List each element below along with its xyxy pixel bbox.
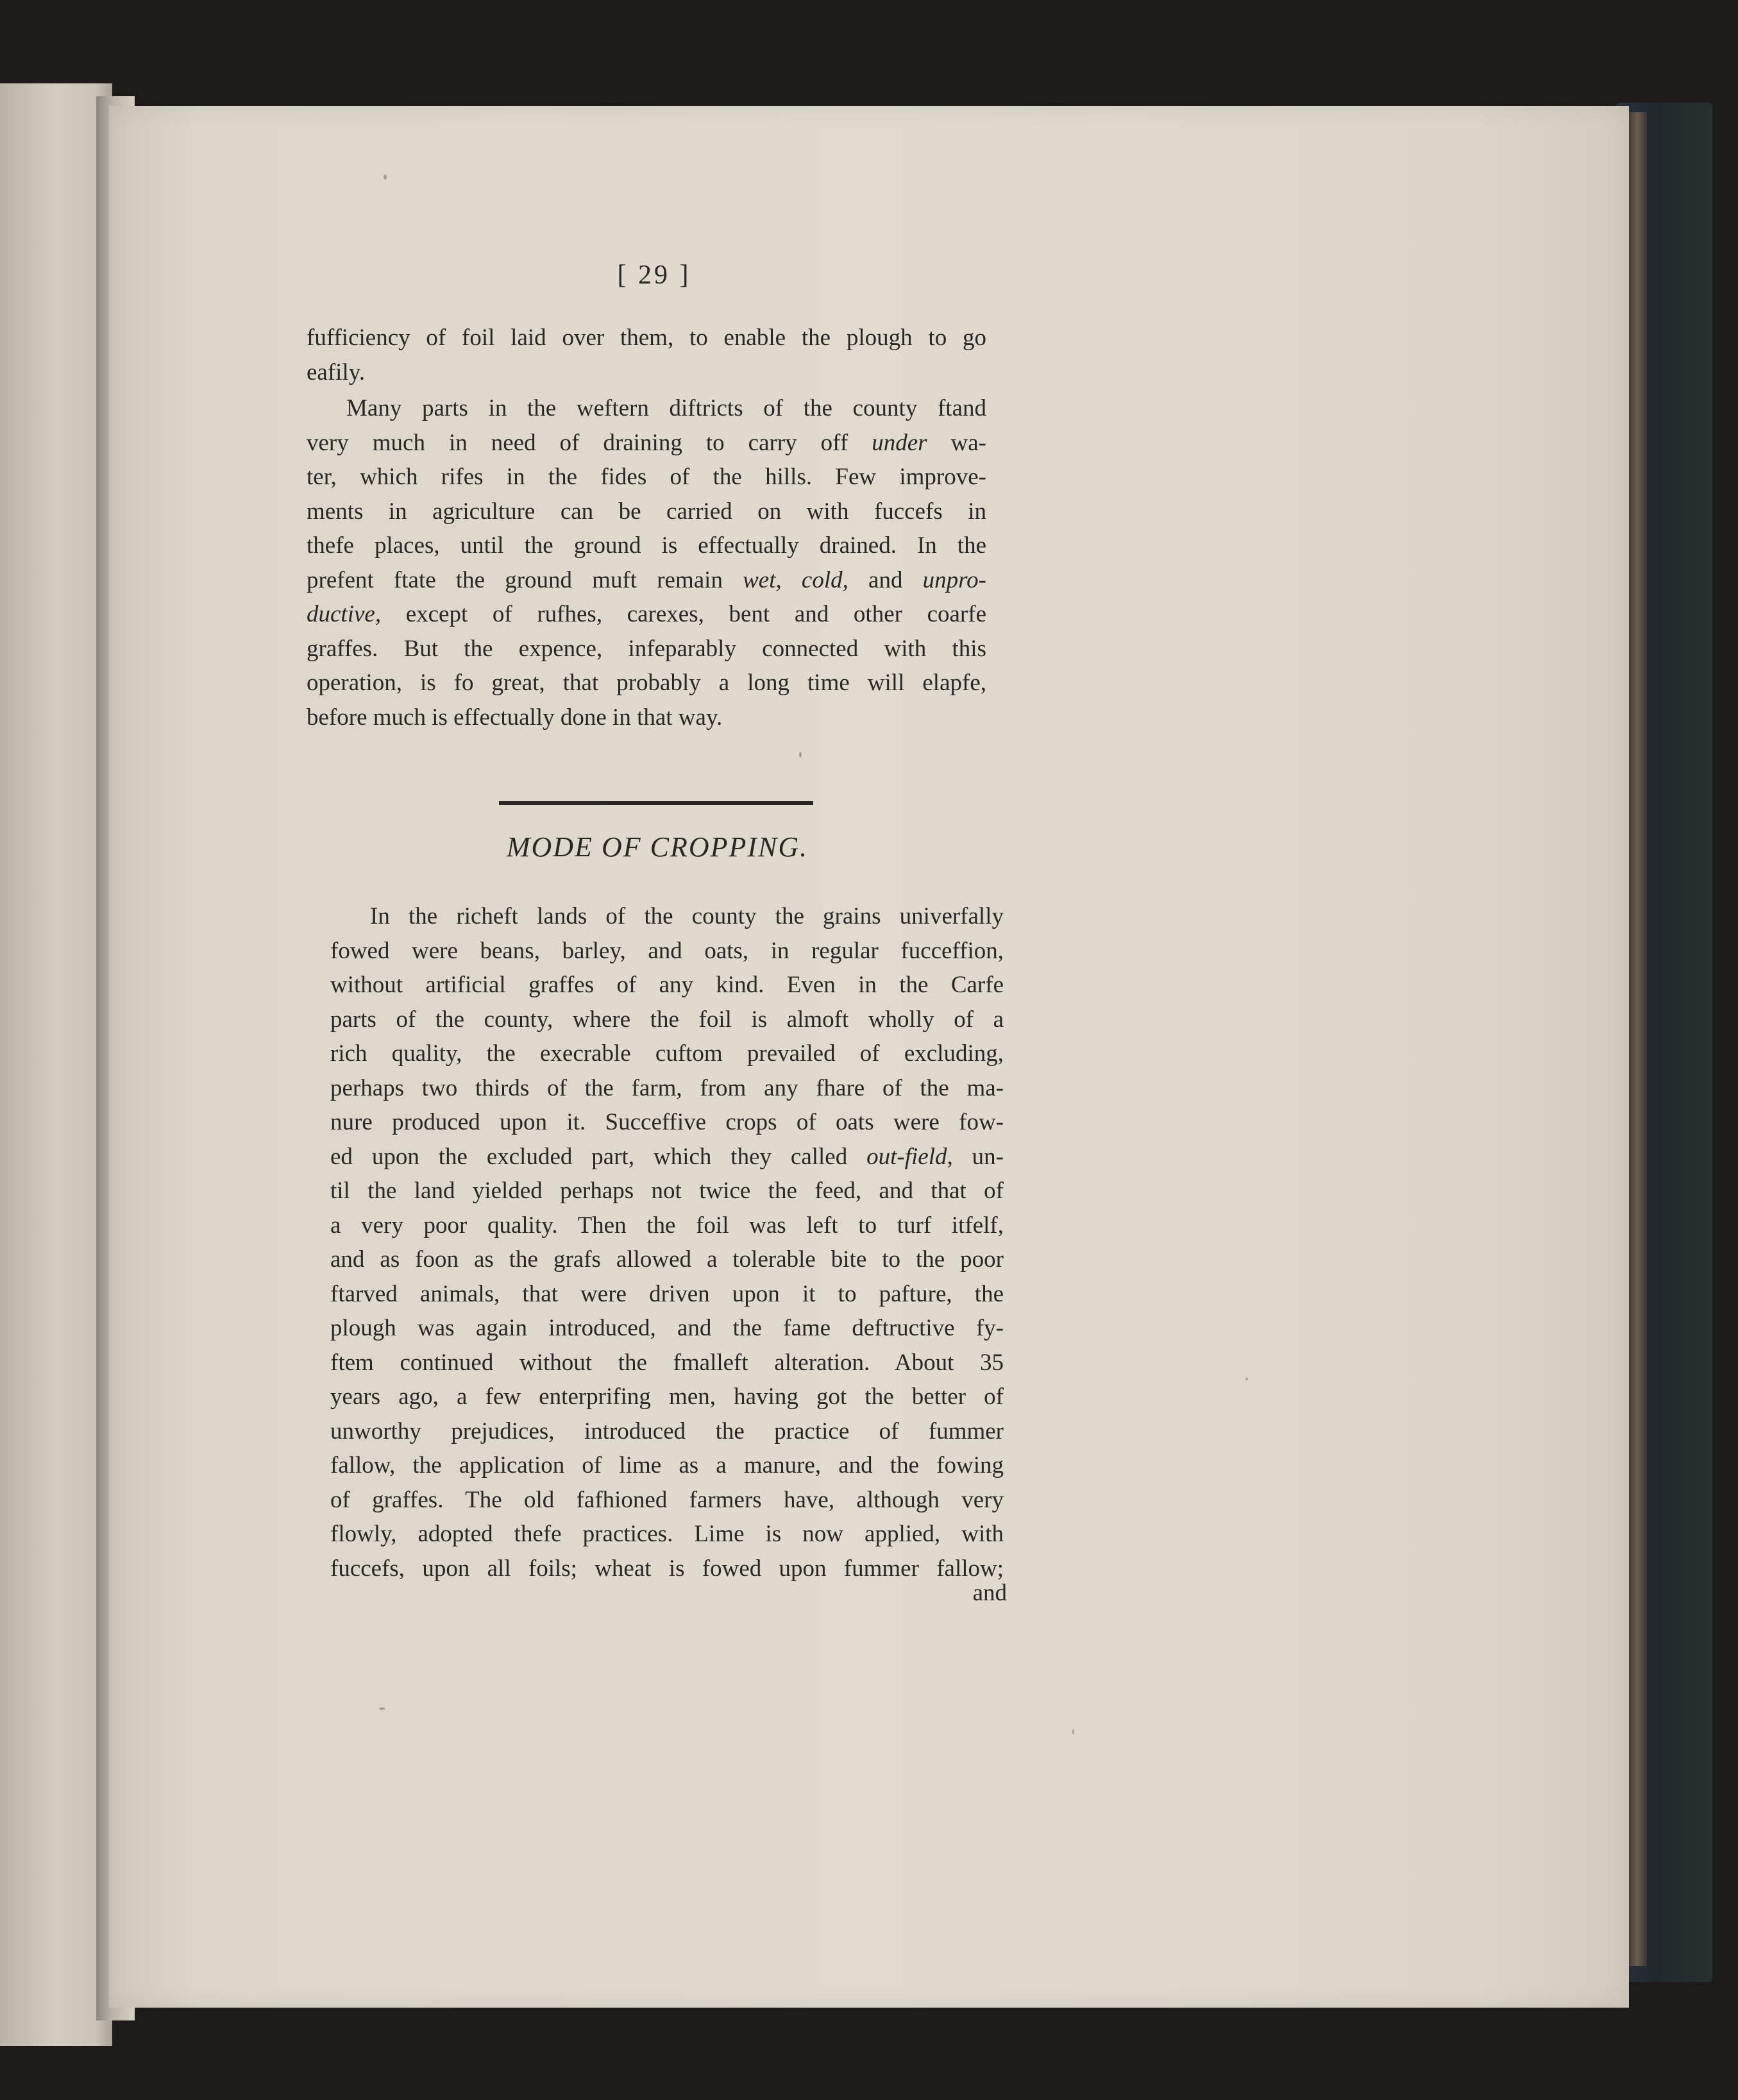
catchword: and [972, 1580, 1007, 1606]
text-line: ments in agriculture can be carried on with fuccefs in [307, 498, 986, 525]
text-line: before much is effectually done in that way. [307, 704, 723, 731]
text-line: of graffes. The old fafhioned farmers have, although very [330, 1486, 1004, 1513]
paragraph-cropping [330, 899, 1004, 1586]
paper-speck [799, 752, 802, 758]
text-run: un- [952, 1143, 1004, 1170]
text-line: operation, is fo great, that probably a long time will elapfe, [307, 670, 986, 696]
italic-term: unpro- [922, 566, 986, 593]
text-line [307, 597, 986, 632]
text-line: In the richeft lands of the county the grains univerfally [370, 903, 1004, 929]
paragraph-draining [307, 391, 986, 734]
text-line: ter, which rifes in the fides of the hills. Few improve- [307, 464, 986, 490]
paragraph-continuation [307, 321, 986, 389]
text-line [330, 1140, 1004, 1174]
text-line: without artificial graffes of any kind. Even in the Carfe [330, 972, 1004, 998]
page-block-edge [1628, 112, 1647, 1966]
text-line: fufficiency of foil laid over them, to enable the plough to go [307, 325, 986, 351]
text-line: ftem continued without the fmalleft alteration. About 35 [330, 1349, 1004, 1376]
text-line: flowly, adopted thefe practices. Lime is now applied, with [330, 1521, 1004, 1547]
text-line: graffes. But the expence, infeparably connected with this [307, 635, 986, 662]
text-line: perhaps two thirds of the farm, from any fhare of the ma- [330, 1074, 1004, 1101]
text-run: ed upon the excluded part, which they called [330, 1143, 867, 1170]
section-divider-rule [499, 801, 813, 805]
text-line: and as foon as the grafs allowed a tolerable bite to the poor [330, 1246, 1004, 1273]
text-line: Many parts in the weftern diftricts of the county ftand [346, 395, 986, 421]
section-heading: MODE OF CROPPING. [506, 831, 809, 863]
italic-term: under [872, 429, 927, 456]
paper-speck [1245, 1378, 1248, 1380]
text-line: fuccefs, upon all foils; wheat is fowed upon fummer fallow; [330, 1555, 1004, 1582]
italic-term: out-field, [866, 1143, 953, 1170]
text-line: unworthy prejudices, introduced the practice of fummer [330, 1418, 1004, 1444]
text-line: nure produced upon it. Succeffive crops of oats were fow- [330, 1109, 1004, 1135]
paper-speck [384, 174, 387, 180]
text-line: ftarved animals, that were driven upon it to pafture, the [330, 1280, 1004, 1307]
text-line: eafily. [307, 359, 366, 385]
paper-speck [379, 1707, 385, 1710]
text-line: thefe places, until the ground is effectually drained. In the [307, 532, 986, 559]
text-line [307, 563, 986, 598]
italic-term: wet, cold, [743, 566, 848, 593]
text-run: except of rufhes, carexes, bent and other coarfe [381, 601, 986, 627]
text-line: fowed were beans, barley, and oats, in regular fucceffion, [330, 937, 1004, 964]
text-run: very much in need of draining to carry off [307, 429, 872, 456]
text-line: years ago, a few enterprifing men, having got the better of [330, 1384, 1004, 1410]
page-number: [ 29 ] [617, 260, 691, 290]
paper-speck [1072, 1729, 1074, 1734]
previous-page-edge [0, 83, 112, 2046]
text-line: til the land yielded perhaps not twice the feed, and that of [330, 1178, 1004, 1204]
text-run: prefent ftate the ground muft remain [307, 566, 743, 593]
text-line: plough was again introduced, and the fame deftructive fy- [330, 1315, 1004, 1341]
text-line: rich quality, the execrable cuftom prevailed of excluding, [330, 1040, 1004, 1067]
text-run: and [848, 566, 923, 593]
text-run: wa- [927, 429, 987, 456]
text-line: parts of the county, where the foil is almoft wholly of a [330, 1006, 1004, 1033]
italic-term: ductive, [307, 601, 382, 627]
text-line [307, 426, 986, 461]
text-line: fallow, the application of lime as a manure, and the fowing [330, 1452, 1004, 1478]
text-line: a very poor quality. Then the foil was left to turf itfelf, [330, 1212, 1004, 1239]
